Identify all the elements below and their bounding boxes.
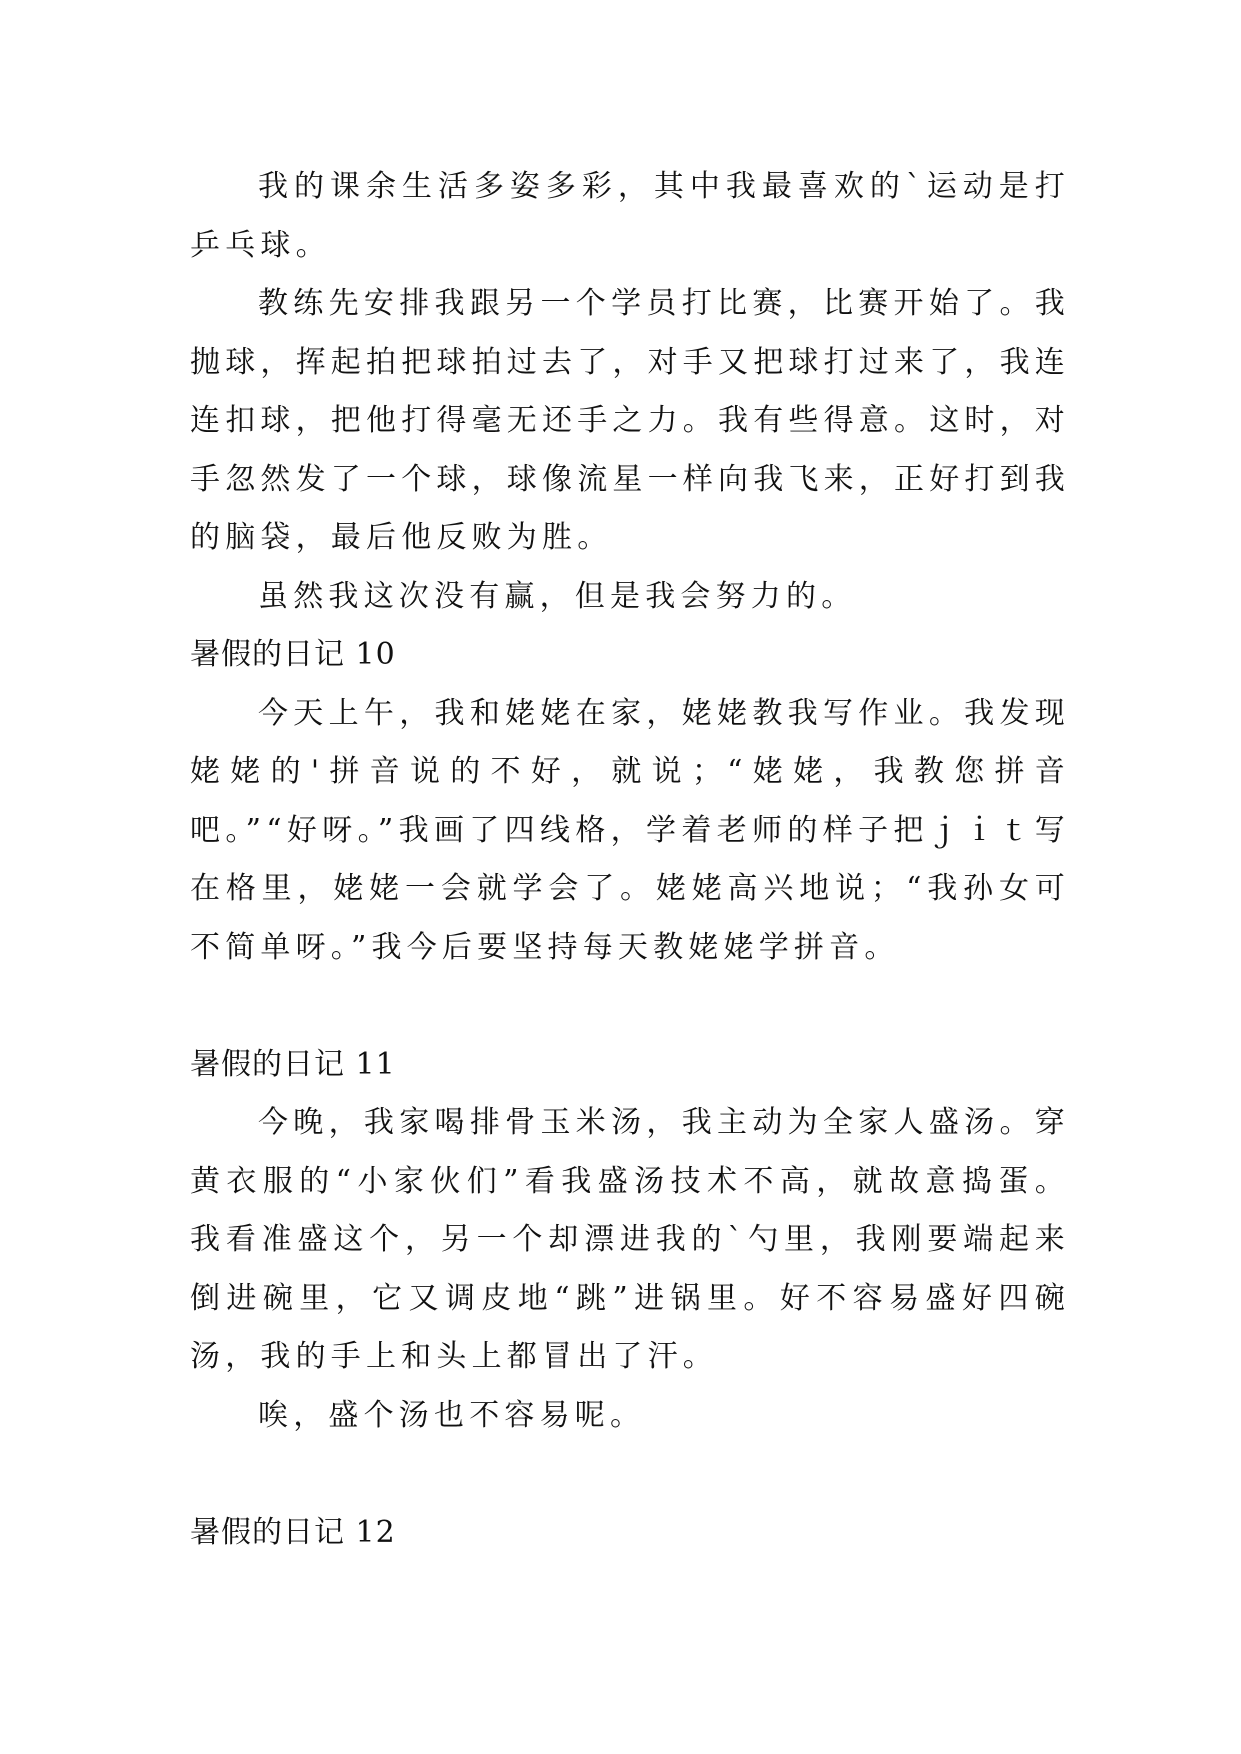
heading-diary-11: 暑假的日记 11 [190, 1046, 396, 1082]
heading-diary-10: 暑假的日记 10 [190, 637, 396, 672]
paragraph-pingpong-match: 教练先安排我跟另一个学员打比赛，比赛开始了。我抛球，挥起拍把球拍过去了，对手又把球打过来了，我连连扣球，把他打得毫无还手之力。我有些得意。这时，对手忽然发了一个球，球像流星一样向我飞来，正好打到我的脑袋，最后他反败为胜。 [190, 286, 1070, 555]
paragraph-diary-11-soup: 今晚，我家喝排骨玉米汤，我主动为全家人盛汤。穿黄衣服的“小家伙们”看我盛汤技术不高，就故意捣蛋。我看准盛这个，另一个却漂进我的`勺里，我刚要端起来倒进碗里，它又调皮地“跳”进锅里。好不容易盛好四碗汤，我的手上和头上都冒出了汗。 [190, 1105, 1070, 1374]
paragraph-pingpong-conclusion: 虽然我这次没有赢，但是我会努力的。 [258, 578, 857, 614]
blank-line [190, 1445, 1070, 1504]
paragraph-diary-11-conclusion: 唉，盛个汤也不容易呢。 [258, 1397, 646, 1433]
blank-line [190, 977, 1070, 1036]
document-page [190, 158, 1070, 1562]
paragraph-pingpong-intro: 我的课余生活多姿多彩，其中我最喜欢的`运动是打乒乓球。 [190, 169, 1070, 263]
heading-diary-12: 暑假的日记 12 [190, 1514, 396, 1550]
paragraph-diary-10: 今天上午，我和姥姥在家，姥姥教我写作业。我发现姥姥的'拼音说的不好，就说；“姥姥，我教您拼音吧。”“好呀。”我画了四线格，学着老师的样子把ｊｉｔ写在格里，姥姥一会就学会了。姥姥高兴地说；“我孙女可不简单呀。”我今后要坚持每天教姥姥学拼音。 [190, 695, 1070, 965]
